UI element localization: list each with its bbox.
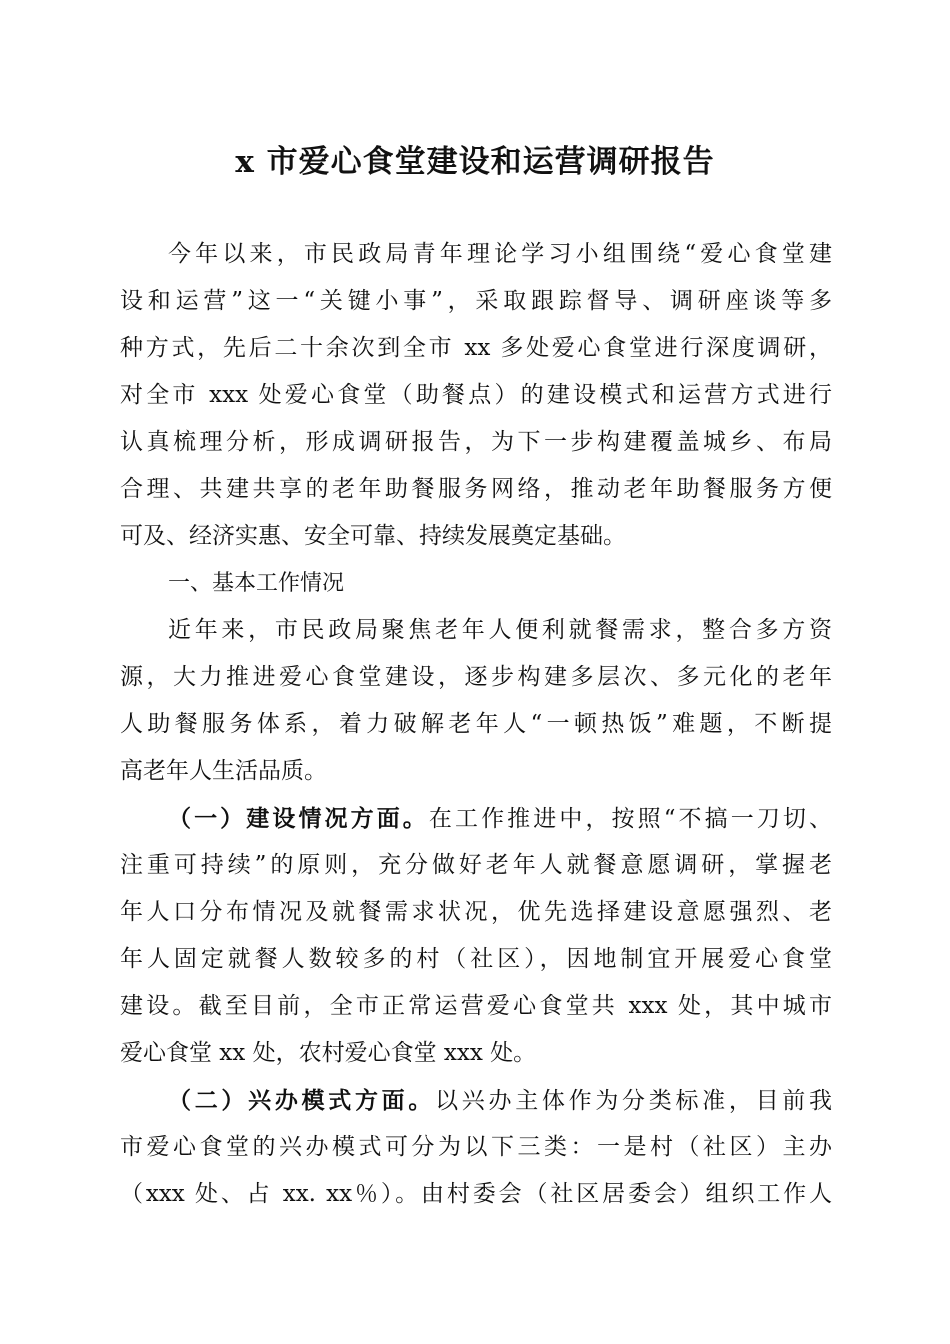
section1-line: 近年来，市民政局聚焦老年人便利就餐需求，整合多方资 [168,617,832,643]
subsection1-lead: （一）建设情况方面。 [168,805,429,832]
document-body [120,231,832,1218]
subsection1-line: 建设。截至目前，全市正常运营爱心食堂共 xxx 处，其中城市 [120,993,832,1019]
subsection1-line: 年人口分布情况及就餐需求状况，优先选择建设意愿强烈、老 [120,899,832,925]
intro-line: 合理、共建共享的老年助餐服务网络，推动老年助餐服务方便 [120,476,832,502]
section1-line: 人助餐服务体系，着力破解老年人“一顿热饭”难题，不断提 [120,711,832,737]
subsection2-line: （xxx 处、占 xx. xx％）。由村委会（社区居委会）组织工作人 [120,1181,832,1207]
intro-line: 可及、经济实惠、安全可靠、持续发展奠定基础。 [120,523,626,549]
section1-line: 源，大力推进爱心食堂建设，逐步构建多层次、多元化的老年 [120,664,832,690]
subsection2-first-line [120,1077,832,1124]
subsection1-line: 年人固定就餐人数较多的村（社区），因地制宜开展爱心食堂 [120,946,832,972]
intro-line: 设和运营”这一“关键小事”，采取跟踪督导、调研座谈等多 [120,288,832,314]
subsection2-first-rest: 以兴办主体作为分类标准，目前我 [435,1088,833,1114]
intro-line: 认真梳理分析，形成调研报告，为下一步构建覆盖城乡、布局 [120,429,832,455]
document-title: x 市爱心食堂建设和运营调研报告 [235,144,715,180]
intro-line: 今年以来，市民政局青年理论学习小组围绕“爱心食堂建 [168,241,832,267]
subsection2-line: 市爱心食堂的兴办模式可分为以下三类：一是村（社区）主办 [120,1134,832,1160]
section-heading: 一、基本工作情况 [168,571,345,596]
intro-line: 对全市 xxx 处爱心食堂（助餐点）的建设模式和运营方式进行 [120,382,832,408]
intro-line: 种方式，先后二十余次到全市 xx 多处爱心食堂进行深度调研， [120,335,832,361]
subsection1-line: 注重可持续”的原则，充分做好老年人就餐意愿调研，掌握老 [120,852,832,878]
subsection1-line: 爱心食堂 xx 处，农村爱心食堂 xxx 处。 [120,1040,537,1066]
section1-line: 高老年人生活品质。 [120,758,327,784]
subsection1-first-line [120,795,832,842]
subsection2-lead: （二）兴办模式方面。 [168,1087,436,1114]
subsection1-first-rest: 在工作推进中，按照“不搞一刀切、 [428,806,833,832]
